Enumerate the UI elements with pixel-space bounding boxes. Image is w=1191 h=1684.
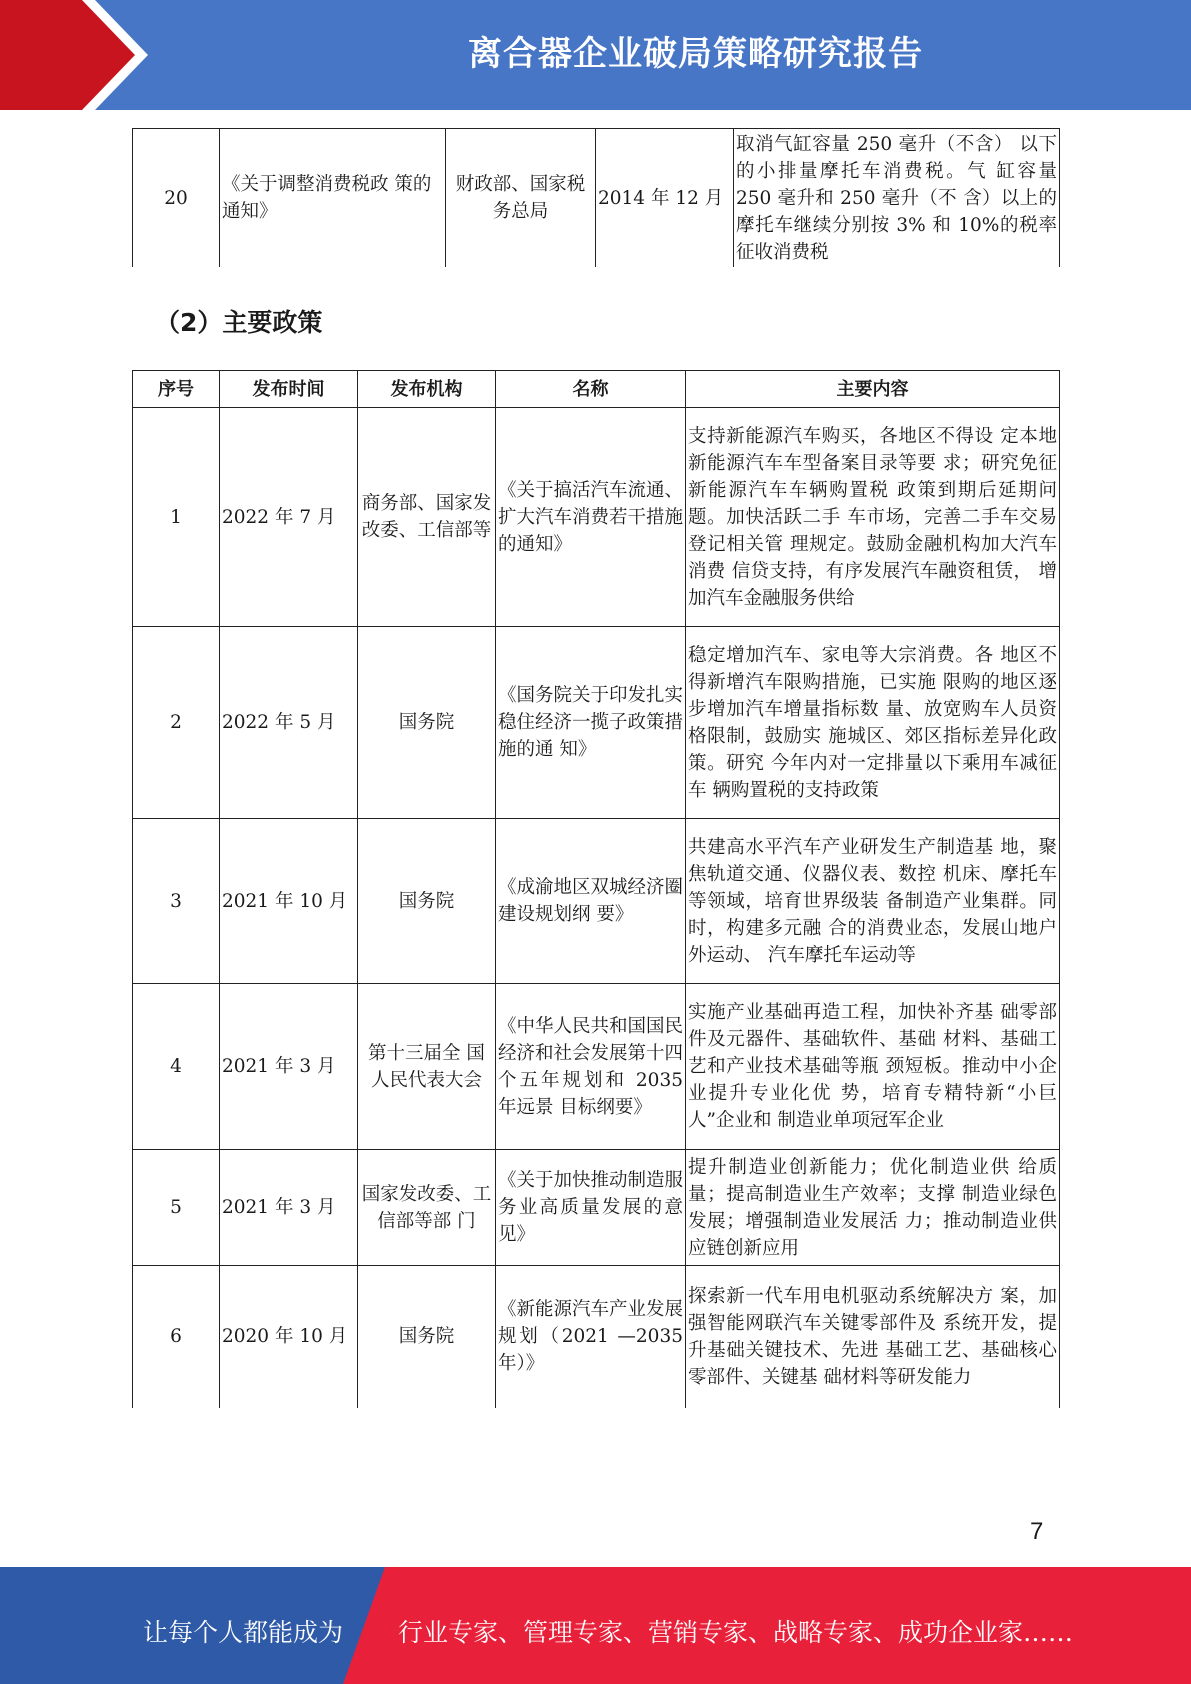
policy-time: 2021 年 3 月 (220, 1150, 358, 1266)
table-row (133, 129, 1060, 268)
header-name: 名称 (496, 371, 686, 408)
table-row (133, 1150, 1060, 1266)
header-org: 发布机构 (358, 371, 496, 408)
policy-name: 《关于加快推动制造服务业高质量发展的意见》 (496, 1150, 686, 1266)
header-content: 主要内容 (686, 371, 1060, 408)
page-footer (0, 1567, 1191, 1684)
row-number: 3 (133, 819, 220, 984)
policy-content: 提升制造业创新能力；优化制造业供 给质量；提高制造业生产效率；支撑 制造业绿色发展；增强制造业发展活 力；推动制造业供应链创新应用 (686, 1150, 1060, 1266)
policy-org: 第十三届全 国人民代表大会 (358, 984, 496, 1150)
row-number: 2 (133, 627, 220, 819)
page-header (0, 0, 1191, 110)
policy-time: 2020 年 10 月 (220, 1266, 358, 1408)
page-number: 7 (1030, 1518, 1044, 1545)
main-policy-table (132, 370, 1060, 1408)
policy-org: 商务部、国家发改委、工信部等 (358, 408, 496, 627)
policy-org: 财政部、国家税务总局 (446, 129, 596, 268)
header-arrow-decoration (0, 0, 150, 110)
header-no: 序号 (133, 371, 220, 408)
policy-time: 2021 年 3 月 (220, 984, 358, 1150)
policy-name: 《成渝地区双城经济圈建设规划纲 要》 (496, 819, 686, 984)
policy-org: 国家发改委、工信部等部 门 (358, 1150, 496, 1266)
policy-content: 共建高水平汽车产业研发生产制造基 地，聚焦轨道交通、仪器仪表、数控 机床、摩托车等领域，培育世界级装 备制造产业集群。同时，构建多元融 合的消费业态，发展山地户外运动、 汽车摩托车运动等 (686, 819, 1060, 984)
policy-time: 2014 年 12 月 (596, 129, 734, 268)
row-number: 20 (133, 129, 220, 268)
footer-slogan-left: 让每个人都能成为 (143, 1618, 344, 1647)
policy-name: 《中华人民共和国国民经济和社会发展第十四个五年规划和 2035 年远景 目标纲要》 (496, 984, 686, 1150)
policy-time: 2021 年 10 月 (220, 819, 358, 984)
policy-content: 支持新能源汽车购买，各地区不得设 定本地新能源汽车车型备案目录等要 求；研究免征新能源汽车车辆购置税 政策到期后延期问题。加快活跃二手 车市场，完善二手车交易登记相关管 理规定。鼓励金融机构加大汽车消费 信贷支持，有序发展汽车融资租赁， 增加汽车金融服务供给 (686, 408, 1060, 627)
footer-slogan-right: 行业专家、管理专家、营销专家、战略专家、成功企业家…… (398, 1618, 1074, 1647)
table-row (133, 408, 1060, 627)
section-heading: （2）主要政策 (155, 308, 323, 337)
table-row (133, 1266, 1060, 1408)
policy-content: 稳定增加汽车、家电等大宗消费。各 地区不得新增汽车限购措施，已实施 限购的地区逐步增加汽车增量指标数 量、放宽购车人员资格限制，鼓励实 施城区、郊区指标差异化政策。研究 今年内对一定排量以下乘用车减征车 辆购置税的支持政策 (686, 627, 1060, 819)
policy-content: 取消气缸容量 250 毫升（不含） 以下的小排量摩托车消费税。气 缸容量 250 毫升和 250 毫升（不 含）以上的摩托车继续分别按 3% 和 10%的税率征收消费税 (734, 129, 1060, 268)
policy-name: 《国务院关于印发扎实稳住经济一揽子政策措施的通 知》 (496, 627, 686, 819)
policy-name: 《新能源汽车产业发展规划（2021 —2035 年）》 (496, 1266, 686, 1408)
header-time: 发布时间 (220, 371, 358, 408)
report-title: 离合器企业破局策略研究报告 (468, 34, 923, 74)
table-header-row (133, 371, 1060, 408)
policy-time: 2022 年 5 月 (220, 627, 358, 819)
row-number: 1 (133, 408, 220, 627)
policy-content: 实施产业基础再造工程，加快补齐基 础零部件及元器件、基础软件、基础 材料、基础工艺和产业技术基础等瓶 颈短板。推动中小企业提升专业化优 势，培育专精特新“小巨人”企业和 制造业单项冠军企业 (686, 984, 1060, 1150)
table-row (133, 627, 1060, 819)
previous-policy-table (132, 128, 1060, 267)
policy-org: 国务院 (358, 819, 496, 984)
policy-time: 2022 年 7 月 (220, 408, 358, 627)
policy-name: 《关于搞活汽车流通、扩大汽车消费若干措施的通知》 (496, 408, 686, 627)
policy-org: 国务院 (358, 627, 496, 819)
row-number: 6 (133, 1266, 220, 1408)
row-number: 4 (133, 984, 220, 1150)
table-row (133, 819, 1060, 984)
policy-content: 探索新一代车用电机驱动系统解决方 案，加强智能网联汽车关键零部件及 系统开发，提升基础关键技术、先进 基础工艺、基础核心零部件、关键基 础材料等研发能力 (686, 1266, 1060, 1408)
table-row (133, 984, 1060, 1150)
row-number: 5 (133, 1150, 220, 1266)
policy-name: 《关于调整消费税政 策的通知》 (220, 129, 446, 268)
policy-org: 国务院 (358, 1266, 496, 1408)
